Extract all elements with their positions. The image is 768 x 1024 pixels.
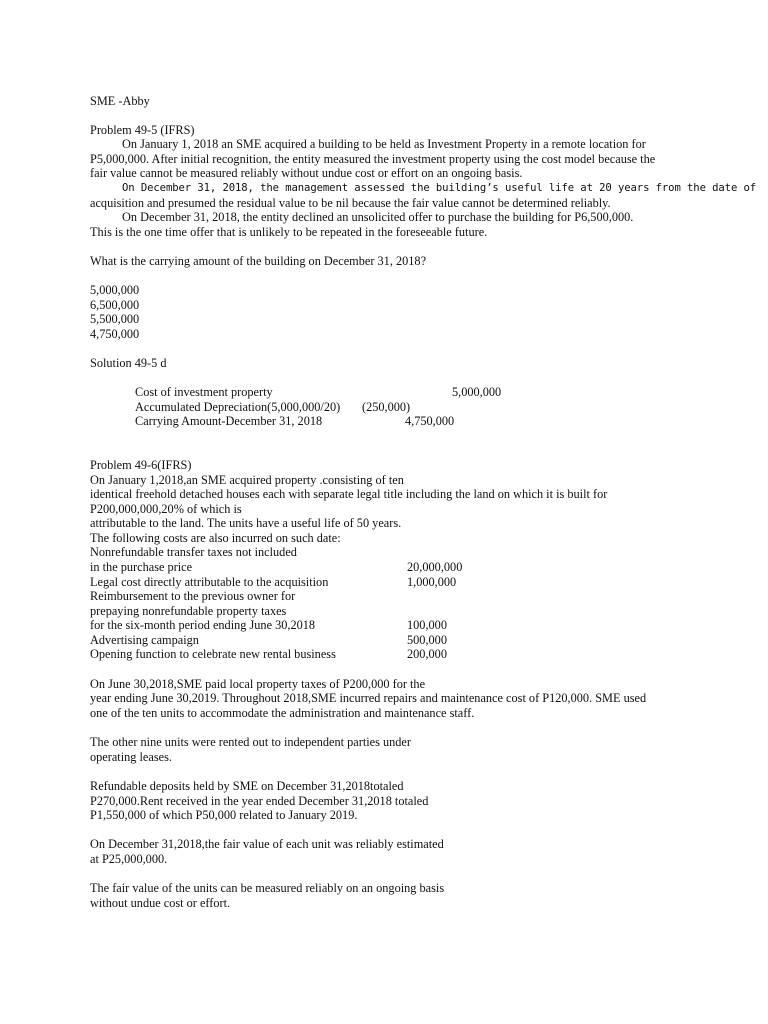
paragraph-line: On December 31,2018,the fair value of each unit was reliably estimated (90, 837, 444, 851)
paragraph-line: attributable to the land. The units have a useful life of 50 years. (90, 516, 402, 530)
cost-amount: 100,000 (407, 618, 447, 632)
problem-49-6-title: Problem 49-6(IFRS) (90, 458, 192, 472)
cost-amount: 500,000 (407, 633, 447, 647)
cost-amount: 20,000,000 (407, 560, 463, 574)
paragraph-line: operating leases. (90, 750, 172, 764)
solution-row-label: Accumulated Depreciation(5,000,000/20) (135, 400, 341, 414)
paragraph-line: The fair value of the units can be measured reliably on an ongoing basis (90, 881, 445, 895)
problem-49-5-title: Problem 49-5 (IFRS) (90, 123, 195, 137)
cost-amount: 1,000,000 (407, 575, 457, 589)
answer-option: 5,000,000 (90, 283, 140, 297)
paragraph-line: at P25,000,000. (90, 852, 168, 866)
cost-label: prepaying nonrefundable property taxes (90, 604, 287, 618)
paragraph-line: P1,550,000 of which P50,000 related to January 2019. (90, 808, 358, 822)
solution-row-mid: 4,750,000 (405, 414, 455, 428)
solution-row-label: Carrying Amount-December 31, 2018 (135, 414, 323, 428)
paragraph-line: This is the one time offer that is unlikely to be repeated in the foreseeable future. (90, 225, 488, 239)
paragraph-line: P200,000,000,20% of which is (90, 502, 242, 516)
cost-label: Legal cost directly attributable to the acquisition (90, 575, 329, 589)
solution-row-amount: 5,000,000 (452, 385, 502, 399)
paragraph-line: The other nine units were rented out to independent parties under (90, 735, 411, 749)
document-header: SME -Abby (90, 94, 150, 108)
paragraph-line: fair value cannot be measured reliably without undue cost or effort on an ongoing basis. (90, 166, 523, 180)
cost-label: Nonrefundable transfer taxes not included (90, 545, 297, 559)
paragraph-line: On June 30,2018,SME paid local property taxes of P200,000 for the (90, 677, 426, 691)
answer-option: 6,500,000 (90, 298, 140, 312)
paragraph-line: On December 31, 2018, the management assessed the building’s useful life at 20 years from the date of (122, 182, 757, 194)
paragraph-line: P5,000,000. After initial recognition, the entity measured the investment property using the cost model because the (90, 152, 656, 166)
paragraph-line: one of the ten units to accommodate the administration and maintenance staff. (90, 706, 475, 720)
question-text: What is the carrying amount of the building on December 31, 2018? (90, 254, 427, 268)
cost-label: Opening function to celebrate new rental business (90, 647, 336, 661)
paragraph-line: On January 1, 2018 an SME acquired a building to be held as Investment Property in a remote location for (122, 137, 646, 151)
answer-option: 5,500,000 (90, 312, 140, 326)
solution-title: Solution 49-5 d (90, 356, 167, 370)
solution-row-mid: (250,000) (362, 400, 411, 414)
paragraph-line: without undue cost or effort. (90, 896, 231, 910)
paragraph-line: On December 31, 2018, the entity declined an unsolicited offer to purchase the building for P6,500,000. (122, 210, 634, 224)
cost-label: for the six-month period ending June 30,2018 (90, 618, 316, 632)
paragraph-line: year ending June 30,2019. Throughout 2018,SME incurred repairs and maintenance cost of P120,000. SME used (90, 691, 647, 705)
paragraph-line: P270,000.Rent received in the year ended December 31,2018 totaled (90, 794, 429, 808)
cost-label: in the purchase price (90, 560, 193, 574)
cost-label: Advertising campaign (90, 633, 199, 647)
paragraph-line: On January 1,2018,an SME acquired property .consisting of ten (90, 473, 404, 487)
paragraph-line: Refundable deposits held by SME on December 31,2018totaled (90, 779, 404, 793)
paragraph-line: The following costs are also incurred on such date: (90, 531, 341, 545)
paragraph-line: acquisition and presumed the residual value to be nil because the fair value cannot be determined reliably. (90, 196, 611, 210)
cost-amount: 200,000 (407, 647, 447, 661)
cost-label: Reimbursement to the previous owner for (90, 589, 296, 603)
solution-row-label: Cost of investment property (135, 385, 273, 399)
answer-option: 4,750,000 (90, 327, 140, 341)
paragraph-line: identical freehold detached houses each with separate legal title including the land on which it is built for (90, 487, 608, 501)
